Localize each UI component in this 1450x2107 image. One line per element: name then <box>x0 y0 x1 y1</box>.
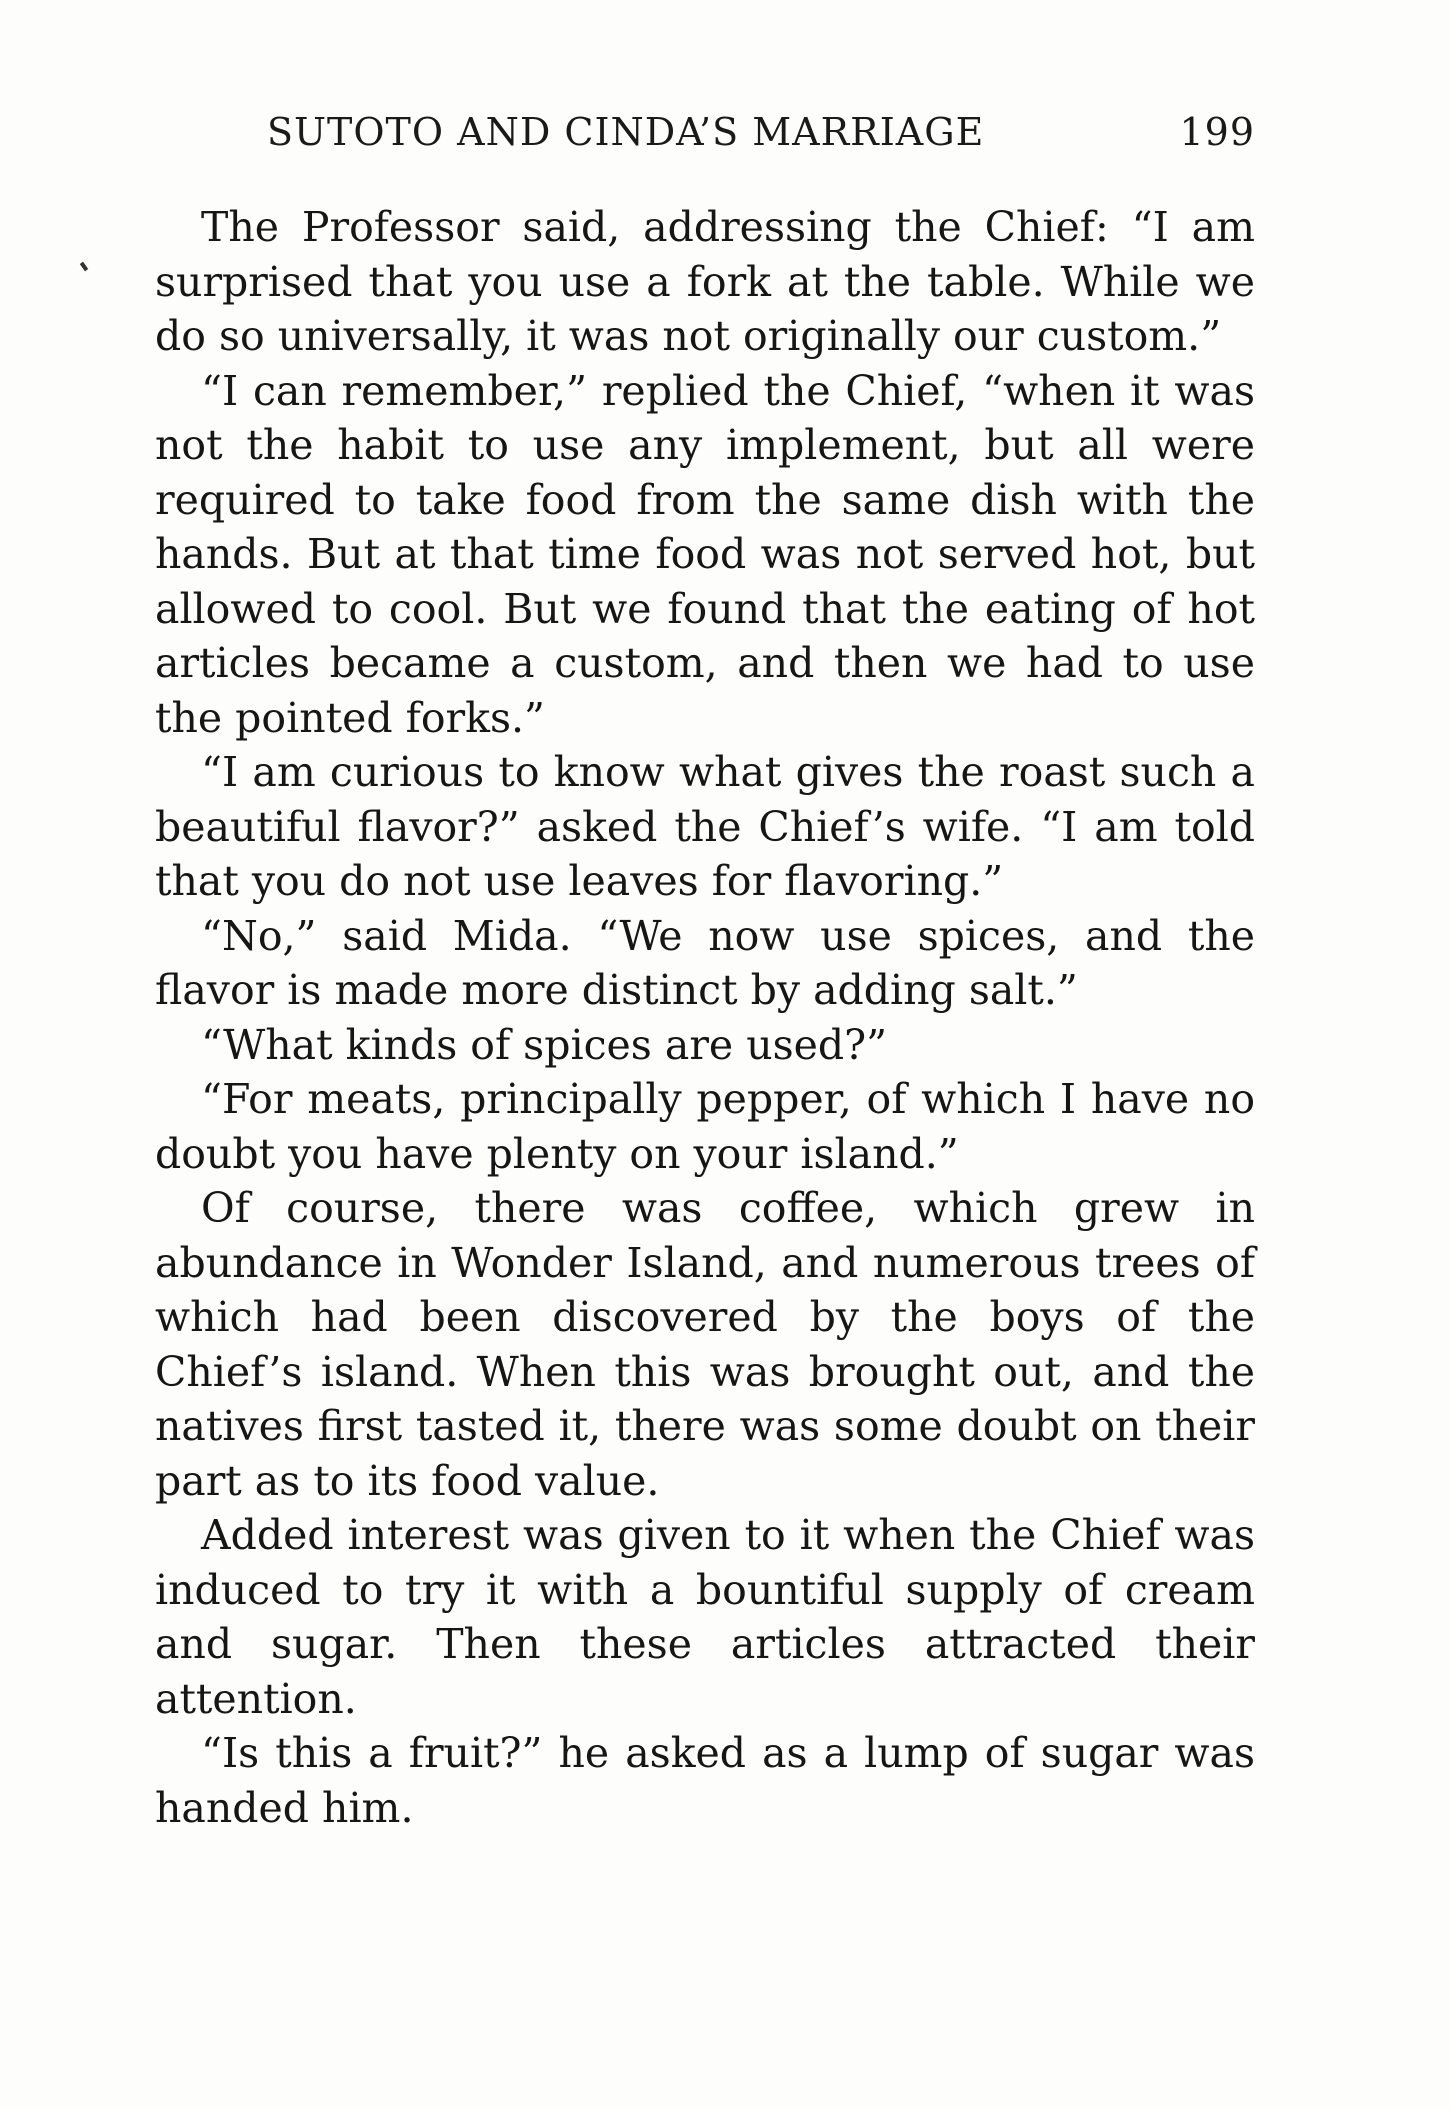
paragraph: “What kinds of spices are used?” <box>201 1020 888 1069</box>
page-number: 199 <box>1179 110 1255 154</box>
paragraph: Of course, there was coffee, which grew in abundance in Wonder Island, and numerous trees of which had been discovered by the boys of the Chief’s island. When this was brought out, and the natives first tasted it, there was some doubt on their part as to its food value. <box>155 1184 1255 1505</box>
paragraph: The Professor said, addressing the Chief: “I am surprised that you use a fork at the table. While we do so universally, it was not originally our custom.” <box>155 203 1255 360</box>
paragraph: “Is this a fruit?” he asked as a lump of sugar was handed him. <box>155 1729 1255 1832</box>
stray-ink-mark <box>80 262 88 272</box>
paragraph: Added interest was given to it when the Chief was induced to try it with a bountiful supply of cream and sugar. Then these articles attracted their attention. <box>155 1511 1255 1723</box>
paragraph: “I am curious to know what gives the roast such a beautiful flavor?” asked the Chief’s wife. “I am told that you do not use leaves for flavoring.” <box>155 748 1255 905</box>
page-header <box>155 110 1255 170</box>
paragraph: “For meats, principally pepper, of which I have no doubt you have plenty on your island.” <box>155 1075 1255 1178</box>
paragraph: “I can remember,” replied the Chief, “when it was not the habit to use any implement, but all were required to take food from the same dish with the hands. But at that time food was not served hot, but allowed to cool. But we found that the eating of hot articles became a custom, and then we had to use the pointed forks.” <box>155 366 1255 742</box>
paragraph: “No,” said Mida. “We now use spices, and the flavor is made more distinct by adding salt.” <box>155 911 1255 1014</box>
running-title: SUTOTO AND CINDA’S MARRIAGE <box>267 110 985 154</box>
body-text <box>155 200 1255 1835</box>
